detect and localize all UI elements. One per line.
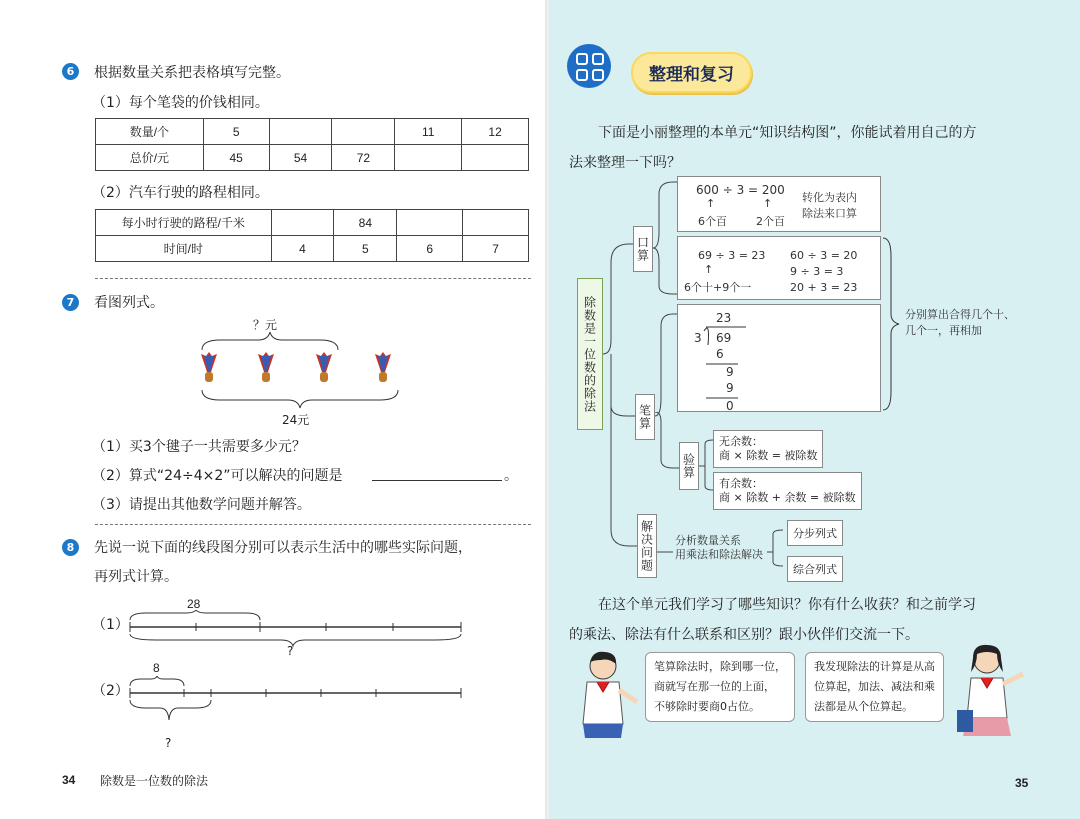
note-1: 转化为表内 — [802, 191, 857, 204]
question-7-badge: 7 — [62, 294, 79, 311]
divider — [95, 278, 531, 279]
table-cell — [395, 145, 462, 171]
no-remainder-formula: 商 × 除数 = 被除数 — [719, 449, 818, 462]
problem-solving-2: 用乘法和除法解决 — [675, 548, 763, 561]
dividend: 69 — [716, 331, 732, 345]
segment-diagram-1 — [126, 610, 466, 655]
question-6-sub2: （2）汽车行驶的路程相同。 — [92, 185, 269, 201]
eq-600: 600 ÷ 3 = 200 — [696, 183, 785, 197]
side-note-1: 分别算出合得几个十、 — [905, 308, 1015, 321]
table-cell — [332, 119, 395, 145]
bubble-2-line-1: 我发现除法的计算是从高 — [814, 660, 935, 673]
table-cell: 5 — [203, 119, 269, 145]
outro-line-1: 在这个单元我们学习了哪些知识？你有什么收获？和之前学习 — [598, 597, 976, 613]
diagram-2-bottom-value: ? — [165, 736, 172, 750]
table-cell — [397, 210, 463, 236]
boy-illustration — [571, 648, 641, 742]
table-cell: 12 — [462, 119, 529, 145]
question-8-prompt-line2: 再列式计算。 — [94, 569, 178, 585]
diagram-2-top-value: 8 — [153, 661, 160, 675]
eq-20: 20 + 3 = 23 — [790, 281, 858, 294]
total-amount-label: 24元 — [282, 413, 310, 427]
total-price-label: ？元 — [253, 318, 278, 332]
node-jiejue — [637, 514, 657, 578]
bubble-2-line-2: 位算起，加法、减法和乘 — [814, 680, 935, 693]
quotient: 23 — [716, 311, 732, 325]
shuttlecock-icon — [255, 352, 277, 386]
note-2: 除法来口算 — [802, 207, 857, 220]
root-node-label: 除数是一位数的除法 — [582, 295, 597, 413]
bubble-1-line-3: 不够除时要商0占位。 — [654, 700, 760, 713]
step-1: 6 — [716, 347, 724, 361]
table-cell: 7 — [463, 236, 529, 262]
period: 。 — [504, 468, 518, 484]
check-no-remainder — [713, 430, 823, 468]
kousuan-box-2 — [677, 236, 881, 300]
step-by-step-formula: 分步列式 — [787, 520, 843, 546]
kousuan-box-1 — [677, 176, 881, 232]
diagram-1-top-value: 28 — [187, 597, 201, 611]
node-bisuan-label: 笔算 — [637, 404, 652, 430]
arrow-up-icon: ↑ — [706, 197, 716, 210]
table-cell: 54 — [269, 145, 332, 171]
table-cell — [462, 145, 529, 171]
table-cell: 时间/时 — [96, 236, 272, 262]
page-number: 34 — [62, 773, 76, 787]
step-3: 9 — [726, 381, 734, 395]
question-7-prompt: 看图列式。 — [94, 295, 164, 311]
question-6-sub1: （1）每个笔袋的价钱相同。 — [92, 95, 269, 111]
table-cell — [269, 119, 332, 145]
table-cell: 每小时行驶的路程/千米 — [96, 210, 272, 236]
table-cell: 72 — [332, 145, 395, 171]
node-jiejue-label: 解决问题 — [639, 520, 654, 572]
price-table — [95, 118, 529, 171]
node-kousuan — [633, 226, 653, 272]
eq-69-break: 6个十+9个一 — [684, 281, 752, 294]
question-6-badge: 6 — [62, 63, 79, 80]
arrow-up-icon: ↑ — [763, 197, 773, 210]
bubble-1-line-2: 商就写在那一位的上面， — [654, 680, 775, 693]
side-brace — [883, 236, 903, 412]
check-with-remainder — [713, 472, 862, 510]
segment-diagram-2 — [126, 676, 466, 736]
top-brace — [200, 330, 340, 352]
speech-bubble-1 — [645, 652, 795, 722]
combined-formula: 综合列式 — [787, 556, 843, 582]
shuttlecock-icon — [372, 352, 394, 386]
table-cell: 数量/个 — [96, 119, 204, 145]
speech-bubble-2 — [805, 652, 944, 722]
table-cell: 45 — [203, 145, 269, 171]
divider — [95, 524, 531, 525]
bubble-2-line-3: 法都是从个位算起。 — [814, 700, 913, 713]
six-hundreds: 6个百 — [698, 215, 727, 228]
problem-solving-1: 分析数量关系 — [675, 534, 741, 547]
table-cell — [463, 210, 529, 236]
table-cell: 5 — [334, 236, 397, 262]
table-cell: 11 — [395, 119, 462, 145]
two-hundreds: 2个百 — [756, 215, 785, 228]
answer-blank[interactable] — [372, 480, 502, 481]
right-page — [549, 0, 1080, 819]
section-title: 整理和复习 — [631, 52, 752, 93]
intro-line-2: 法来整理一下吗？ — [569, 155, 681, 171]
question-8-badge: 8 — [62, 539, 79, 556]
side-note-2: 几个一，再相加 — [905, 324, 982, 337]
girl-illustration — [953, 640, 1033, 742]
bisuan-box — [677, 304, 881, 412]
step-2: 9 — [726, 365, 734, 379]
eq-60: 60 ÷ 3 = 20 — [790, 249, 858, 262]
with-remainder-title: 有余数： — [719, 477, 763, 490]
page-number: 35 — [1015, 776, 1029, 790]
question-7-item-1: （1）买3个毽子一共需要多少元？ — [92, 439, 306, 455]
node-bisuan — [635, 394, 655, 440]
question-7-item-3: （3）请提出其他数学问题并解答。 — [92, 497, 311, 513]
eq-69: 69 ÷ 3 = 23 — [698, 249, 766, 262]
node-kousuan-label: 口算 — [635, 236, 650, 262]
shuttlecock-icon — [313, 352, 335, 386]
table-cell: 84 — [334, 210, 397, 236]
table-cell — [271, 210, 334, 236]
outro-line-2: 的乘法、除法有什么联系和区别？跟小伙伴们交流一下。 — [569, 627, 919, 643]
node-yansuan — [679, 442, 699, 490]
step-4: 0 — [726, 399, 734, 413]
arrow-up-icon: ↑ — [704, 263, 714, 276]
eq-9: 9 ÷ 3 = 3 — [790, 265, 844, 278]
table-cell: 6 — [397, 236, 463, 262]
question-7-item-2: （2）算式“24÷4×2”可以解决的问题是 — [92, 468, 343, 484]
question-8-prompt-line1: 先说一说下面的线段图分别可以表示生活中的哪些实际问题， — [94, 540, 472, 556]
node-yansuan-label: 验算 — [681, 453, 696, 479]
intro-line-1: 下面是小丽整理的本单元“知识结构图”，你能试着用自己的方 — [598, 125, 977, 141]
bottom-brace — [200, 388, 400, 410]
question-6-prompt: 根据数量关系把表格填写完整。 — [94, 65, 290, 81]
diagram-2-label: （2） — [92, 683, 129, 699]
divisor: 3 — [694, 331, 702, 345]
diagram-1-bottom-value: ? — [287, 644, 294, 658]
with-remainder-formula: 商 × 除数 + 余数 = 被除数 — [719, 491, 856, 504]
bubble-1-line-1: 笔算除法时，除到哪一位， — [654, 660, 786, 673]
root-node — [577, 278, 603, 430]
diagram-1-label: （1） — [92, 617, 129, 633]
table-cell: 总价/元 — [96, 145, 204, 171]
shuttlecock-icon — [198, 352, 220, 386]
no-remainder-title: 无余数： — [719, 435, 763, 448]
jiejue-connectors — [657, 520, 787, 580]
review-grid-icon — [567, 44, 611, 88]
travel-table — [95, 209, 529, 262]
chapter-title: 除数是一位数的除法 — [100, 774, 209, 788]
table-cell: 4 — [271, 236, 334, 262]
